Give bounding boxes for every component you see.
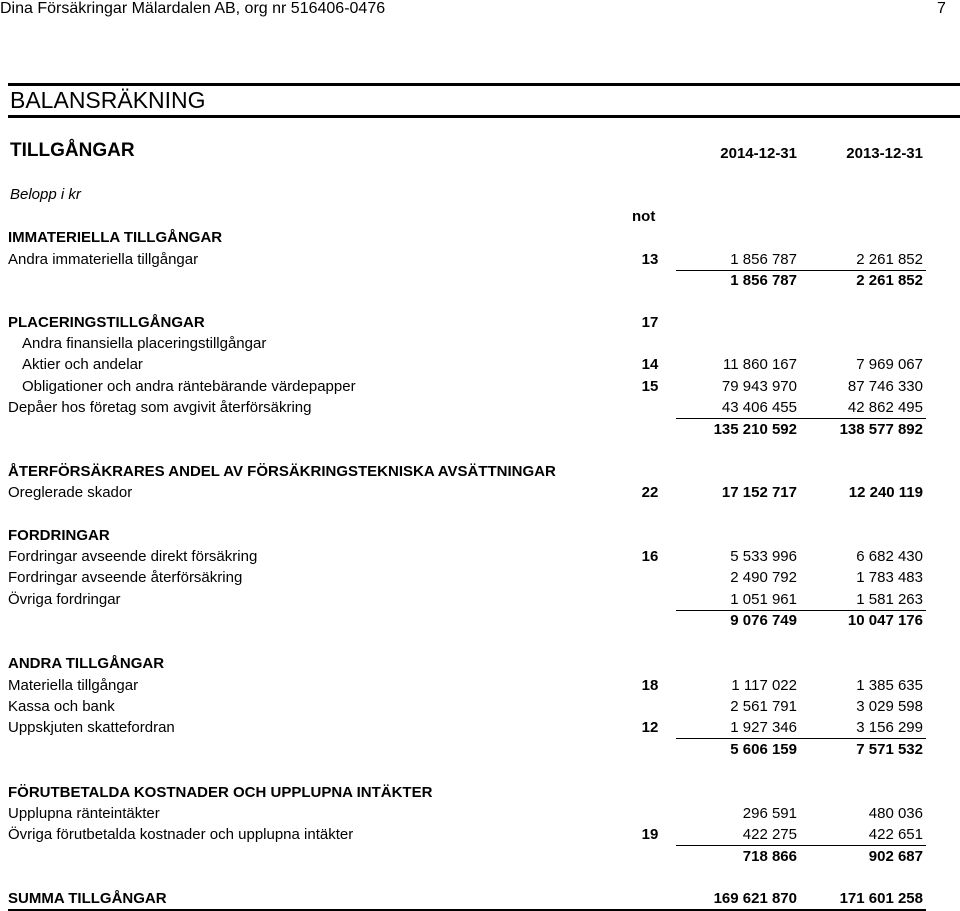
value-2014: 1 051 961 — [730, 591, 797, 608]
row-note: 12 — [641, 719, 659, 736]
value-2013: 7 969 067 — [856, 356, 923, 373]
value-2014: 718 866 — [742, 848, 797, 865]
section-heading-row — [0, 462, 960, 482]
value-2014: 2 490 792 — [730, 569, 797, 586]
value-2013: 902 687 — [868, 848, 923, 865]
section-heading-row — [0, 313, 960, 333]
value-2013: 1 385 635 — [856, 677, 923, 694]
row-label: PLACERINGSTILLGÅNGAR — [8, 314, 205, 331]
value-2014: 1 856 787 — [730, 272, 797, 289]
date-column-2: 2013-12-31 — [846, 145, 923, 162]
unit-label: Belopp i kr — [10, 186, 81, 203]
row-label: Andra immateriella tillgångar — [8, 251, 199, 268]
table-row — [0, 483, 960, 503]
table-row — [0, 334, 960, 354]
table-row — [0, 398, 960, 418]
table-row — [0, 676, 960, 696]
row-note: 22 — [641, 484, 659, 501]
section-heading-row — [0, 526, 960, 546]
value-2013: 480 036 — [868, 805, 923, 822]
value-2013: 422 651 — [868, 826, 923, 843]
page-title: BALANSRÄKNING — [10, 87, 206, 113]
row-label: Fordringar avseende direkt försäkring — [8, 548, 258, 565]
page-header-company: Dina Försäkringar Mälardalen AB, org nr 516406-0476 — [0, 0, 386, 17]
row-label: ÅTERFÖRSÄKRARES ANDEL AV FÖRSÄKRINGSTEKNISKA AVSÄTTNINGAR — [8, 463, 556, 480]
value-2013: 6 682 430 — [856, 548, 923, 565]
row-label: Upplupna ränteintäkter — [8, 805, 160, 822]
row-label: Aktier och andelar — [22, 356, 143, 373]
value-2013: 171 601 258 — [839, 890, 923, 907]
row-label: Fordringar avseende återförsäkring — [8, 569, 243, 586]
value-2014: 1 856 787 — [730, 251, 797, 268]
value-2013: 7 571 532 — [856, 741, 923, 758]
value-2013: 1 581 263 — [856, 591, 923, 608]
value-2013: 42 862 495 — [847, 399, 923, 416]
row-label: SUMMA TILLGÅNGAR — [8, 890, 167, 907]
value-2013: 87 746 330 — [847, 378, 923, 395]
date-column-1: 2014-12-31 — [720, 145, 797, 162]
value-2014: 422 275 — [742, 826, 797, 843]
row-label: Övriga fordringar — [8, 591, 121, 608]
subtotal-row — [0, 271, 960, 291]
grand-total-row — [0, 889, 960, 909]
value-2014: 79 943 970 — [721, 378, 797, 395]
value-2014: 5 606 159 — [730, 741, 797, 758]
row-label: Obligationer och andra räntebärande värdepapper — [22, 378, 356, 395]
value-2014: 9 076 749 — [730, 612, 797, 629]
row-note: 18 — [641, 677, 659, 694]
note-column-header: not — [632, 208, 656, 225]
page-number: 7 — [937, 0, 946, 17]
subtotal-row — [0, 740, 960, 760]
table-row — [0, 250, 960, 270]
table-row — [0, 697, 960, 717]
row-label: Materiella tillgångar — [8, 677, 139, 694]
value-2014: 43 406 455 — [721, 399, 797, 416]
value-2013: 3 029 598 — [856, 698, 923, 715]
row-label: FORDRINGAR — [8, 527, 110, 544]
subtotal-row — [0, 420, 960, 440]
sum-underline — [676, 418, 926, 419]
title-rule-bottom — [8, 115, 960, 118]
row-label: Andra finansiella placeringstillgångar — [22, 335, 267, 352]
value-2014: 296 591 — [742, 805, 797, 822]
row-label: IMMATERIELLA TILLGÅNGAR — [8, 229, 223, 246]
value-2013: 2 261 852 — [856, 272, 923, 289]
value-2013: 10 047 176 — [847, 612, 923, 629]
row-note: 19 — [641, 826, 659, 843]
row-label: ANDRA TILLGÅNGAR — [8, 655, 165, 672]
value-2014: 2 561 791 — [730, 698, 797, 715]
value-2014: 135 210 592 — [713, 421, 797, 438]
row-label: FÖRUTBETALDA KOSTNADER OCH UPPLUPNA INTÄKTER — [8, 784, 433, 801]
section-heading-row — [0, 654, 960, 674]
table-row — [0, 547, 960, 567]
row-note: 14 — [641, 356, 659, 373]
sum-underline — [676, 845, 926, 846]
value-2014: 17 152 717 — [721, 484, 797, 501]
row-note: 13 — [641, 251, 659, 268]
value-2013: 2 261 852 — [856, 251, 923, 268]
table-row — [0, 804, 960, 824]
value-2014: 1 927 346 — [730, 719, 797, 736]
row-note: 16 — [641, 548, 659, 565]
table-row — [0, 590, 960, 610]
value-2013: 1 783 483 — [856, 569, 923, 586]
subtotal-row — [0, 847, 960, 867]
table-row — [0, 355, 960, 375]
table-row — [0, 718, 960, 738]
value-2014: 5 533 996 — [730, 548, 797, 565]
value-2014: 169 621 870 — [713, 890, 797, 907]
table-row — [0, 825, 960, 845]
subtotal-row — [0, 611, 960, 631]
table-row — [0, 568, 960, 588]
row-label: Oreglerade skador — [8, 484, 133, 501]
row-label: Kassa och bank — [8, 698, 115, 715]
row-label: Depåer hos företag som avgivit återförsäkring — [8, 399, 312, 416]
row-label: Uppskjuten skattefordran — [8, 719, 175, 736]
sum-underline — [676, 738, 926, 739]
section-heading-row — [0, 228, 960, 248]
value-2014: 11 860 167 — [723, 356, 797, 373]
value-2014: 1 117 022 — [731, 677, 797, 694]
row-note: 15 — [641, 378, 659, 395]
value-2013: 12 240 119 — [848, 484, 923, 501]
row-label: Övriga förutbetalda kostnader och upplupna intäkter — [8, 826, 354, 843]
value-2013: 138 577 892 — [839, 421, 923, 438]
section-title: TILLGÅNGAR — [10, 140, 135, 161]
table-row — [0, 377, 960, 397]
section-heading-row — [0, 783, 960, 803]
value-2013: 3 156 299 — [856, 719, 923, 736]
row-note: 17 — [641, 314, 659, 331]
